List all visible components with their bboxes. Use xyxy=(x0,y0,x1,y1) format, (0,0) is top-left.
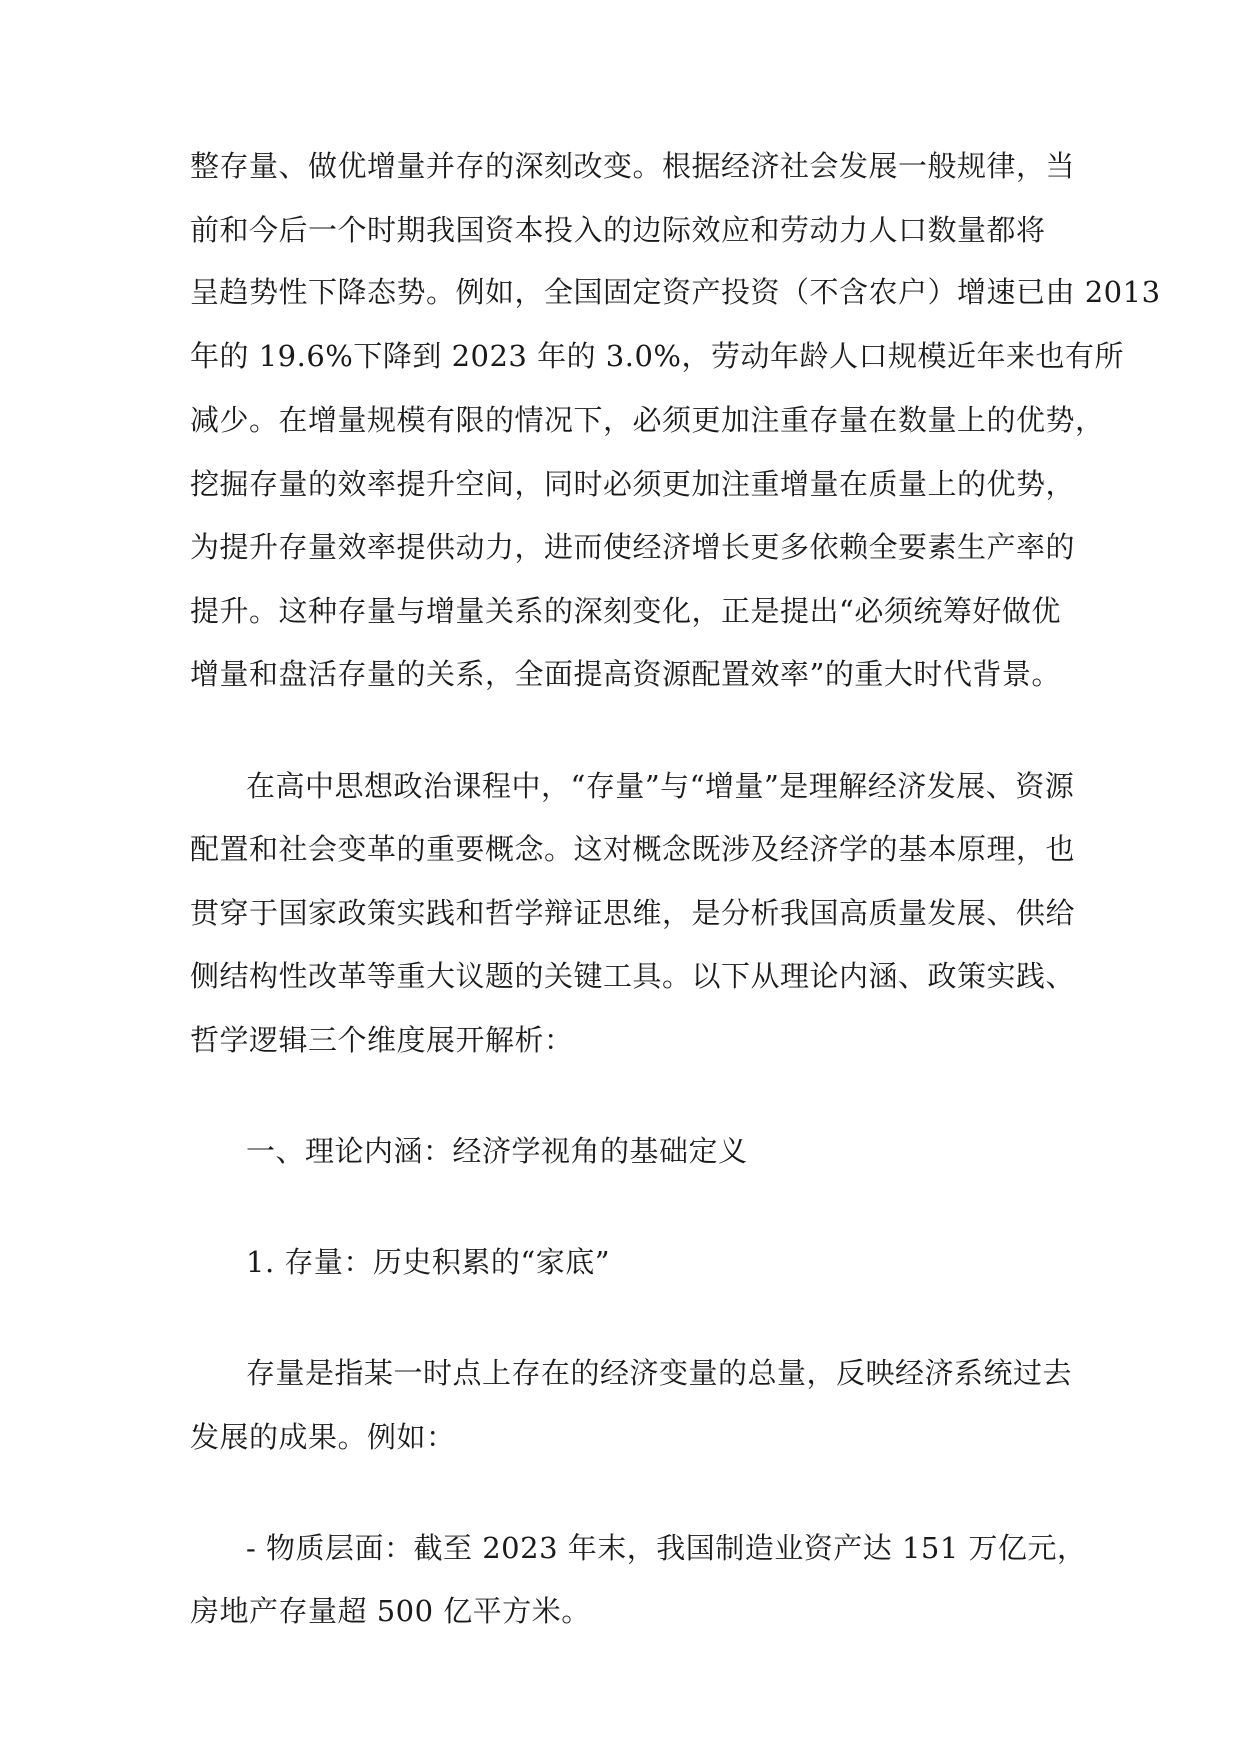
paragraph-3-line-1: 存量是指某一时点上存在的经济变量的总量，反映经济系统过去 xyxy=(246,1356,1073,1390)
paragraph-2-line-2: 配置和社会变革的重要概念。这对概念既涉及经济学的基本原理，也 xyxy=(190,832,1076,866)
paragraph-1-line-7: 为提升存量效率提供动力，进而使经济增长更多依赖全要素生产率的 xyxy=(190,530,1076,564)
paragraph-2-line-1: 在高中思想政治课程中，“存量”与“增量”是理解经济发展、资源 xyxy=(246,769,1075,803)
paragraph-2-line-5: 哲学逻辑三个维度展开解析： xyxy=(190,1023,574,1057)
paragraph-1-line-3: 呈趋势性下降态势。例如，全国固定资产投资（不含农户）增速已由 2013 xyxy=(190,275,1161,309)
subsection-heading: 1. 存量：历史积累的“家底” xyxy=(246,1245,611,1279)
paragraph-2-line-4: 侧结构性改革等重大议题的关键工具。以下从理论内涵、政策实践、 xyxy=(190,959,1076,993)
paragraph-3-line-2: 发展的成果。例如： xyxy=(190,1420,456,1454)
bullet-item-line-2: 房地产存量超 500 亿平方米。 xyxy=(190,1594,591,1628)
paragraph-1-line-5: 减少。在增量规模有限的情况下，必须更加注重存量在数量上的优势， xyxy=(190,403,1105,437)
section-heading: 一、理论内涵：经济学视角的基础定义 xyxy=(246,1134,748,1168)
paragraph-1-line-1: 整存量、做优增量并存的深刻改变。根据经济社会发展一般规律，当 xyxy=(190,149,1076,183)
bullet-item-line-1: - 物质层面：截至 2023 年末，我国制造业资产达 151 万亿元， xyxy=(246,1531,1087,1565)
paragraph-2-line-3: 贯穿于国家政策实践和哲学辩证思维，是分析我国高质量发展、供给 xyxy=(190,896,1076,930)
paragraph-1-line-4: 年的 19.6%下降到 2023 年的 3.0%，劳动年龄人口规模近年来也有所 xyxy=(190,339,1124,373)
paragraph-1-line-2: 前和今后一个时期我国资本投入的边际效应和劳动力人口数量都将 xyxy=(190,213,1046,247)
paragraph-1-line-8: 提升。这种存量与增量关系的深刻变化，正是提出“必须统筹好做优 xyxy=(190,594,1061,628)
paragraph-1-line-6: 挖掘存量的效率提升空间，同时必须更加注重增量在质量上的优势， xyxy=(190,467,1076,501)
paragraph-1-line-9: 增量和盘活存量的关系，全面提高资源配置效率”的重大时代背景。 xyxy=(190,657,1061,691)
